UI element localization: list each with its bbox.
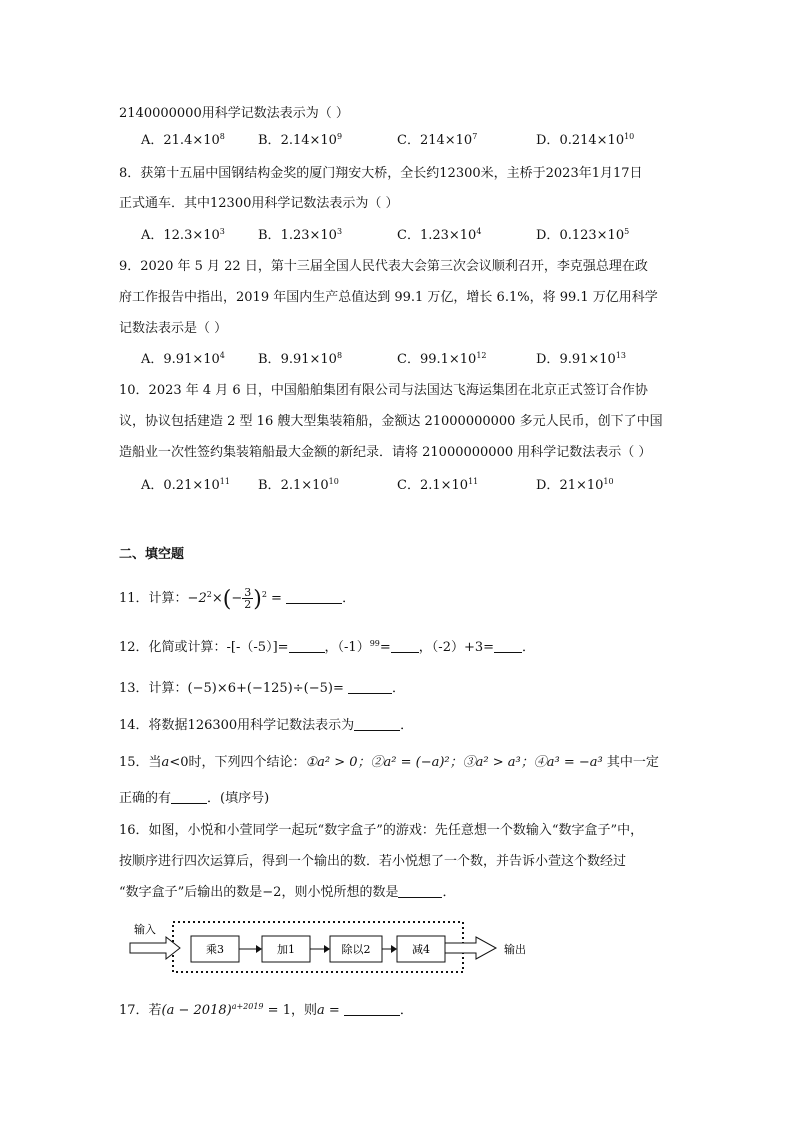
q8-option-c[interactable]: C．$1.23\times 10^4$: [397, 227, 482, 243]
step-label-3: 除以2: [341, 943, 371, 956]
q8-options: [0, 226, 794, 246]
q17: 17．若$(a - 2018)^{a+2019} = 1$，则a = ．: [119, 1002, 413, 1018]
q14: 14．将数据126300用科学记数法表示为 ．: [119, 718, 414, 733]
q11-outer-exp: 2: [261, 590, 267, 599]
arrow-icon-2: [324, 945, 330, 953]
arrow-icon-1: [256, 945, 262, 953]
q16-answer-blank[interactable]: [398, 883, 442, 898]
q9-option-b[interactable]: B．$9.91\times 10^8$: [258, 351, 343, 367]
q11-exp: 2: [206, 590, 212, 599]
q12: 12．化简或计算：-[-（-5）]= ，$(-1)^{99}=$ ，（-2）+3= ．: [119, 639, 536, 655]
step-label-1: 乘3: [206, 943, 224, 956]
q12-blank-2[interactable]: [391, 638, 419, 653]
q8-option-b[interactable]: B．$1.23\times 10^3$: [258, 227, 343, 243]
q15-answer-blank[interactable]: [171, 789, 207, 804]
q9-option-c[interactable]: C．$99.1\times 10^{12}$: [397, 351, 487, 367]
q9-option-d[interactable]: D．$9.91\times 10^{13}$: [536, 351, 627, 367]
q7-option-c[interactable]: C．$214\times 10^7$: [397, 132, 478, 148]
q10-line1: 10．2023 年 4 月 6 日，中国船舶集团有限公司与法国达飞海运集团在北京正式签订合作协: [119, 383, 648, 398]
q8-line1: 8．获第十五届中国钢结构金奖的厦门翔安大桥，全长约12300米，主桥于2023年1月17日: [119, 166, 643, 181]
q7-option-b[interactable]: B．$2.14\times 10^9$: [258, 132, 343, 148]
q10-options: [0, 476, 794, 496]
q10-line2: 议，协议包括建造 2 型 16 艘大型集装箱船，金额达 21000000000 多元人民币，创下了中国: [119, 414, 663, 429]
q10-option-b[interactable]: B．$2.1\times 10^{10}$: [258, 477, 339, 493]
q11-answer-blank[interactable]: [286, 589, 342, 604]
q8-line2: 正式通车．其中12300用科学记数法表示为（ ）: [119, 196, 399, 211]
section-title-fill-in: 二、填空题: [119, 547, 185, 562]
arrow-icon-3: [391, 945, 397, 953]
q17-answer-blank[interactable]: [344, 1001, 400, 1016]
q15-conclusion-4: ④a³ = −a³: [533, 755, 603, 770]
q16-line2: 按顺序进行四次运算后，得到一个输出的数．若小悦想了一个数，并告诉小萱这个数经过: [119, 854, 627, 869]
output-arrow-icon: [445, 937, 496, 959]
q15-conclusion-2: ②a² = (−a)²；: [370, 755, 463, 770]
q7-options: [0, 131, 794, 151]
q10-option-a[interactable]: A．$0.21\times 10^{11}$: [141, 477, 230, 493]
q13: 13．计算：(−5)×6+(−125)÷(−5)= ．: [119, 681, 406, 696]
q9-line3: 记数法表示是（ ）: [119, 321, 228, 336]
q9-line1: 9．2020 年 5 月 22 日，第十三届全国人民代表大会第三次会议顺利召开，李克强总理在政: [119, 259, 648, 274]
q9-line2: 府工作报告中指出，2019 年国内生产总值达到 99.1 万亿，增长 6.1%，将 99.1 万亿用科学: [119, 290, 658, 305]
q7-option-d[interactable]: D．$0.214\times 10^{10}$: [536, 132, 635, 148]
q15-line1: 15．当a<0时，下列四个结论：①a² > 0；②a² = (−a)²；③a² > a³；④a³ = −a³ 其中一定: [119, 755, 659, 770]
output-label: 输出: [504, 943, 526, 956]
step-label-4: 减4: [412, 943, 430, 956]
q12-blank-3[interactable]: [494, 638, 522, 653]
q8-option-d[interactable]: D．$0.123\times 10^5$: [536, 227, 630, 243]
q11-prefix: 11．计算：: [119, 591, 188, 606]
q14-answer-blank[interactable]: [354, 716, 400, 731]
q10-option-d[interactable]: D．$21\times 10^{10}$: [536, 477, 614, 493]
q7-option-a[interactable]: A．$21.4\times 10^8$: [141, 132, 225, 148]
q9-option-a[interactable]: A．$9.91\times 10^4$: [141, 351, 225, 367]
q11-times: ×: [211, 591, 223, 606]
q15-conclusion-3: ③a² > a³；: [462, 755, 534, 770]
q11-fraction: $\frac{3}{2}$: [244, 586, 252, 611]
q9-options: [0, 350, 794, 370]
q16-line1: 16．如图，小悦和小萱同学一起玩“数字盒子”的游戏：先任意想一个数输入“数字盒子”中，: [119, 823, 644, 838]
number-box-diagram: [128, 918, 548, 978]
step-label-2: 加1: [277, 943, 295, 956]
q11: 11．计算：$-2^2\times(-$ $\frac{3}{2}$ )$^2$ = ．: [119, 586, 356, 612]
q8-option-a[interactable]: A．$12.3\times 10^3$: [141, 227, 225, 243]
q15-line2: 正确的有 ．(填序号): [119, 791, 270, 806]
q10-option-c[interactable]: C．$2.1\times 10^{11}$: [397, 477, 479, 493]
q15-conclusion-1: ①a² > 0；: [305, 755, 371, 770]
q12-blank-1[interactable]: [289, 638, 325, 653]
q11-base: −2: [187, 591, 207, 606]
q10-line3: 造船业一次性签约集装箱船最大金额的新纪录．请将 21000000000 用科学记数法表示（ ）: [119, 445, 652, 460]
q7-stem: 2140000000用科学记数法表示为（ ）: [119, 106, 349, 121]
q11-sign: −: [231, 591, 243, 606]
q16-line3: “数字盒子”后输出的数是−2，则小悦所想的数是 ．: [119, 885, 456, 900]
q13-answer-blank[interactable]: [348, 679, 392, 694]
input-label: 输入: [134, 923, 156, 936]
